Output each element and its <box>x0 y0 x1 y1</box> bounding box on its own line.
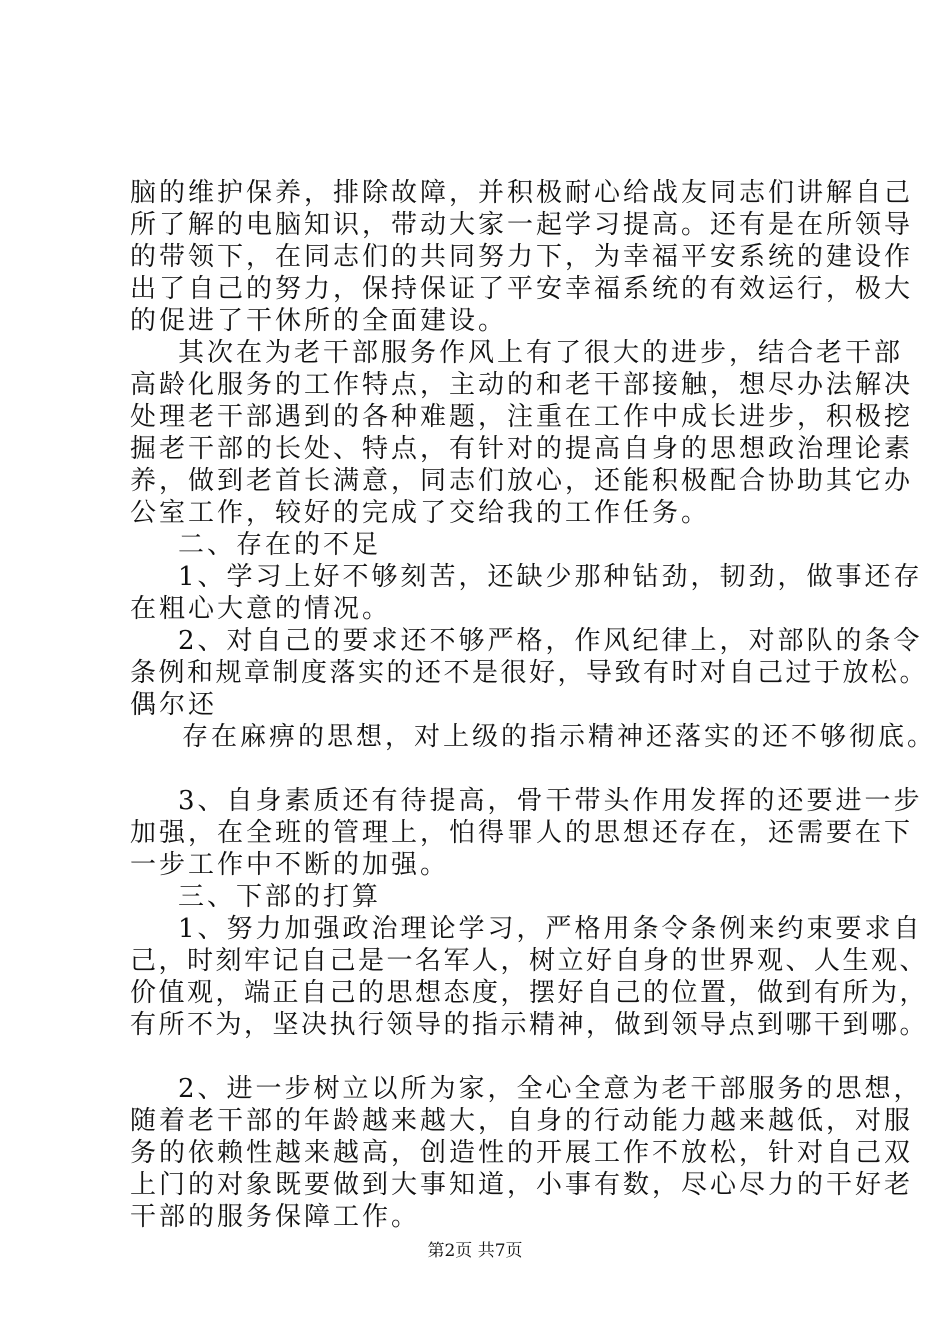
body-text-line: 价值观，端正自己的思想态度，摆好自己的位置，做到有所为， <box>130 978 929 1008</box>
body-text-line: 随着老干部的年龄越来越大，自身的行动能力越来越低，对服 <box>130 1106 914 1136</box>
paragraph-start-line: 2、进一步树立以所为家，全心全意为老干部服务的思想， <box>178 1074 923 1104</box>
body-text-line: 养，做到老首长满意，同志们放心，还能积极配合协助其它办 <box>130 466 914 496</box>
body-text-line: 高龄化服务的工作特点，主动的和老干部接触，想尽办法解决 <box>130 370 914 400</box>
body-text-line: 公室工作，较好的完成了交给我的工作任务。 <box>130 498 711 528</box>
body-text-line: 务的依赖性越来越高，创造性的开展工作不放松，针对自己双 <box>130 1138 914 1168</box>
page-number-footer: 第2页 共7页 <box>427 1241 523 1261</box>
body-text-line: 在粗心大意的情况。 <box>130 594 392 624</box>
body-text-line: 条例和规章制度落实的还不是很好，导致有时对自己过于放松。 <box>130 658 929 688</box>
paragraph-start-line: 3、自身素质还有待提高，骨干带头作用发挥的还要进一步 <box>178 786 923 816</box>
body-text-line: 存在麻痹的思想，对上级的指示精神还落实的还不够彻底。 <box>182 722 937 752</box>
section-heading: 二、存在的不足 <box>178 530 382 560</box>
section-heading: 三、下部的打算 <box>178 882 382 912</box>
body-text-line: 己，时刻牢记自己是一名军人，树立好自身的世界观、人生观、 <box>130 946 929 976</box>
body-text-line: 脑的维护保养，排除故障，并积极耐心给战友同志们讲解自己 <box>130 178 914 208</box>
body-text-line: 处理老干部遇到的各种难题，注重在工作中成长进步，积极挖 <box>130 402 914 432</box>
body-text-line: 加强，在全班的管理上，怕得罪人的思想还存在，还需要在下 <box>130 818 914 848</box>
body-text-line: 上门的对象既要做到大事知道，小事有数，尽心尽力的干好老 <box>130 1170 914 1200</box>
paragraph-start-line: 其次在为老干部服务作风上有了很大的进步，结合老干部 <box>178 338 904 368</box>
body-text-line: 的带领下，在同志们的共同努力下，为幸福平安系统的建设作 <box>130 242 914 272</box>
paragraph-start-line: 1、努力加强政治理论学习，严格用条令条例来约束要求自 <box>178 914 923 944</box>
body-text-line: 一步工作中不断的加强。 <box>130 850 450 880</box>
body-text-line: 所了解的电脑知识，带动大家一起学习提高。还有是在所领导 <box>130 210 914 240</box>
body-text-line: 出了自己的努力，保持保证了平安幸福系统的有效运行，极大 <box>130 274 914 304</box>
paragraph-start-line: 1、学习上好不够刻苦，还缺少那种钻劲，韧劲，做事还存 <box>178 562 923 592</box>
body-text-line: 掘老干部的长处、特点，有针对的提高自身的思想政治理论素 <box>130 434 914 464</box>
body-text-line: 有所不为，坚决执行领导的指示精神，做到领导点到哪干到哪。 <box>130 1010 929 1040</box>
paragraph-start-line: 2、对自己的要求还不够严格，作风纪律上，对部队的条令 <box>178 626 923 656</box>
body-text-line: 干部的服务保障工作。 <box>130 1202 421 1232</box>
body-text-line: 偶尔还 <box>130 690 218 720</box>
body-text-line: 的促进了干休所的全面建设。 <box>130 306 508 336</box>
